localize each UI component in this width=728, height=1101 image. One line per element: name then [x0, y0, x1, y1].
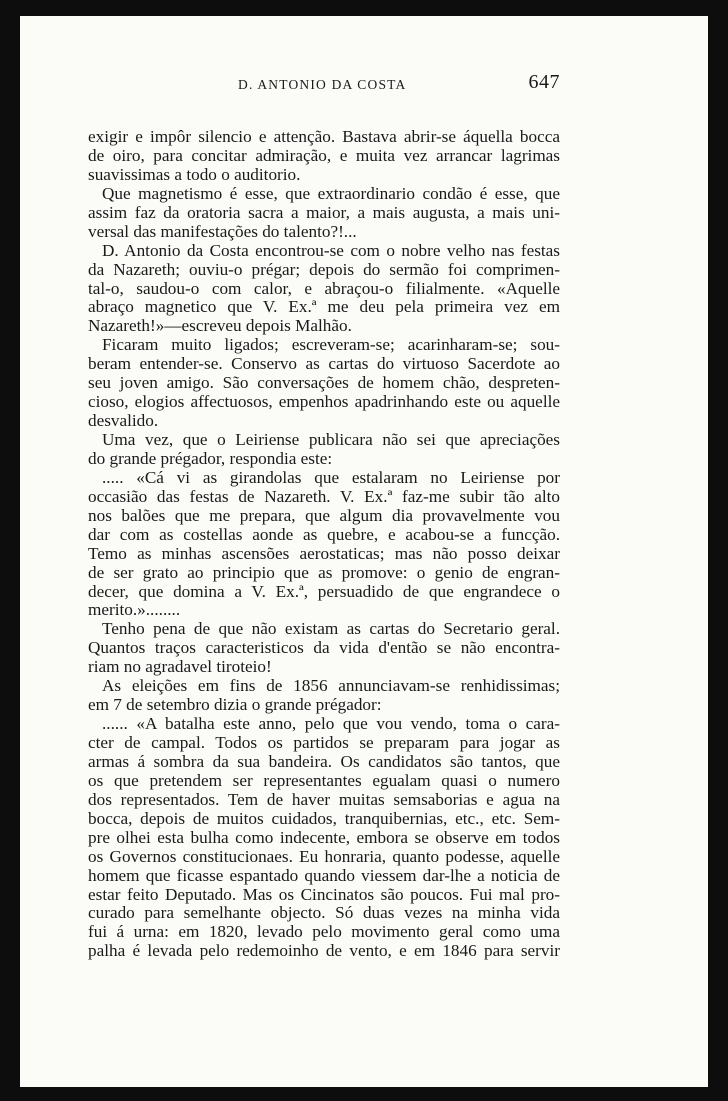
- text-line: Nazareth!»—escreveu depois Malhão.: [88, 316, 352, 336]
- scan-border-top: [0, 0, 728, 16]
- text-line: armas á sombra da sua bandeira. Os candidatos são tantos, que: [88, 751, 560, 771]
- text-line: do grande prégador, respondia este:: [88, 448, 333, 468]
- body-text: [88, 128, 560, 961]
- text-line: Ficaram muito ligados; escreveram-se; acarinharam-se; sou-: [102, 335, 560, 355]
- text-line: versal das manifestações do talento?!...: [88, 221, 357, 241]
- text-line: suavissimas a todo o auditorio.: [88, 164, 301, 184]
- text-line: exigir e impôr silencio e attenção. Bastava abrir-se áquella bocca: [88, 127, 560, 146]
- text-line: em 7 de setembro dizia o grande prégador:: [88, 695, 382, 715]
- text-line: Temo as minhas ascensões aerostaticas; mas não posso deixar: [88, 543, 560, 563]
- text-line: tal-o, saudou-o com calor, e abraçou-o filialmente. «Aquelle: [88, 278, 560, 298]
- text-line: occasião das festas de Nazareth. V. Ex.ª faz-me subir tão alto: [88, 486, 560, 506]
- text-line: Uma vez, que o Leiriense publicara não sei que apreciações: [102, 430, 560, 449]
- text-line: Quantos traços caracteristicos da vida d'então se não encontra-: [88, 638, 560, 658]
- text-line: bocca, depois de muitos cuidados, tranquibernias, etc., etc. Sem-: [88, 808, 560, 828]
- scan-border-right: [708, 0, 728, 1101]
- text-line: dos representados. Tem de haver muitas semsaborias e agua na: [88, 789, 560, 809]
- text-line: seu joven amigo. São conversações de homem chão, despreten-: [88, 373, 560, 393]
- text-line: palha é levada pelo redemoinho de vento, e em 1846 para servir: [88, 941, 560, 961]
- page-header: [88, 71, 560, 101]
- text-line: os que pretendem ser representantes egualam quasi o numero: [88, 770, 560, 790]
- text-line: dar com as costellas aonde as quebre, e acabou-se a funcção.: [88, 524, 560, 544]
- text-line: cioso, elogios affectuosos, empenhos apadrinhando este ou aquelle: [88, 392, 560, 412]
- text-line: D. Antonio da Costa encontrou-se com o nobre velho nas festas: [102, 240, 560, 260]
- text-line: ...... «A batalha este anno, pelo que vou vendo, toma o cara-: [102, 714, 560, 734]
- text-line: de ser grato ao principio que as promove: o genio de engran-: [88, 562, 560, 582]
- scan-border-bottom: [0, 1087, 728, 1101]
- text-line: curado para semelhante objecto. Só duas vezes na minha vida: [88, 903, 560, 923]
- text-line: estar feito Deputado. Mas os Cincinatos são poucos. Fui mal pro-: [88, 884, 560, 904]
- text-line: merito.»........: [88, 600, 181, 620]
- text-line: Tenho pena de que não existam as cartas do Secretario geral.: [102, 619, 560, 639]
- text-line: abraço magnetico que V. Ex.ª me deu pela primeira vez em: [88, 297, 560, 317]
- text-line: beram entender-se. Conservo as cartas do virtuoso Sacerdote ao: [88, 354, 560, 374]
- text-line: homem que ficasse espantado quando viessem dar-lhe a noticia de: [88, 865, 560, 885]
- running-head: D. ANTONIO DA COSTA: [238, 77, 407, 92]
- text-line: nos balões que me prepara, que algum dia provavelmente vou: [88, 505, 560, 525]
- text-line: assim faz da oratoria sacra a maior, a mais augusta, a mais uni-: [88, 202, 560, 222]
- text-line: da Nazareth; ouviu-o prégar; depois do sermão foi comprimen-: [88, 259, 560, 279]
- text-line: de oiro, para concitar admiração, e muita vez arrancar lagrimas: [88, 145, 560, 165]
- page-number: 647: [528, 71, 560, 93]
- text-line: fui á urna: em 1820, levado pelo movimento geral como uma: [88, 922, 560, 942]
- text-line: desvalido.: [88, 411, 159, 431]
- text-line: ..... «Cá vi as girandolas que estalaram no Leiriense por: [102, 467, 560, 487]
- text-line: As eleições em fins de 1856 annunciavam-se renhidissimas;: [102, 676, 560, 696]
- text-line: decer, que domina a V. Ex.ª, persuadido de que engrandece o: [88, 581, 560, 601]
- text-line: cter de campal. Todos os partidos se preparam para jogar as: [88, 733, 560, 752]
- text-line: riam no agradavel tiroteio!: [88, 657, 272, 677]
- scan-border-left: [0, 0, 20, 1101]
- text-line: pre olhei esta bulha como indecente, embora se observe em todos: [88, 827, 560, 847]
- text-line: Que magnetismo é esse, que extraordinario condão é esse, que: [102, 183, 560, 203]
- text-line: os Governos constitucionaes. Eu honraria, quanto podesse, aquelle: [88, 846, 560, 866]
